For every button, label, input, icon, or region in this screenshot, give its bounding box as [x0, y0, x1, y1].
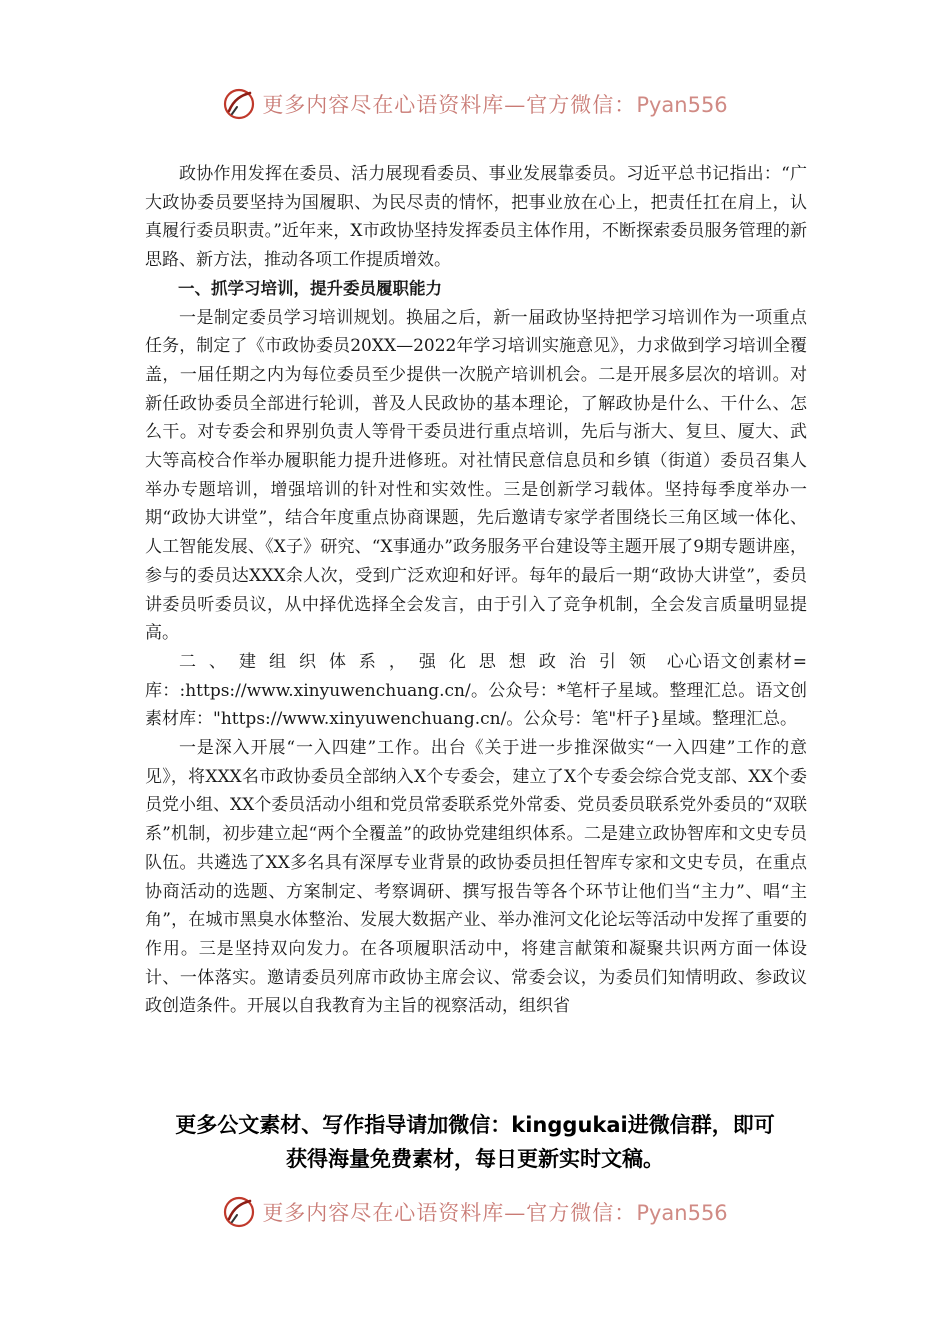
pen-swirl-logo-icon [222, 1195, 256, 1229]
pen-swirl-logo-icon [222, 87, 256, 121]
section1-paragraph: 一是制定委员学习培训规划。换届之后，新一届政协坚持把学习培训作为一项重点任务，制定了《市政协委员20XX—2022年学习培训实施意见》，力求做到学习培训全覆盖，一届任期之内为每位委员至少提供一次脱产培训机会。二是开展多层次的培训。对新任政协委员全部进行轮训，普及人民政协的基本理论，了解政协是什么、干什么、怎么干。对专委会和界别负责人等骨干委员进行重点培训，先后与浙大、复旦、厦大、武大等高校合作举办履职能力提升进修班。对社情民意信息员和乡镇（街道）委员召集人举办专题培训，增强培训的针对性和实效性。三是创新学习载体。坚持每季度举办一期“政协大讲堂”，结合年度重点协商课题，先后邀请专家学者围绕长三角区域一体化、人工智能发展、《X子》研究、“X事通办”政务服务平台建设等主题开展了9期专题讲座，参与的委员达XXX余人次，受到广泛欢迎和好评。每年的最后一期“政协大讲堂”，委员讲委员听委员议，从中择优选择全会发言，由于引入了竞争机制，全会发言质量明显提高。 [145, 307, 807, 644]
promo-notice [80, 1108, 870, 1176]
bottom-banner [0, 1192, 950, 1232]
promo-line-1: 更多公文素材、写作指导请加微信：kinggukai进微信群，即可 [175, 1113, 775, 1137]
section2-heading-line [145, 648, 807, 734]
document-body [145, 160, 807, 1021]
banner-text: 更多内容尽在心语资料库—官方微信：Pyan556 [262, 93, 728, 117]
banner-text: 更多内容尽在心语资料库—官方微信：Pyan556 [262, 1201, 728, 1225]
banner-brand-id: Pyan556 [636, 1201, 728, 1225]
intro-paragraph: 政协作用发挥在委员、活力展现看委员、事业发展靠委员。习近平总书记指出：“广大政协委员要坚持为国履职、为民尽责的情怀，把事业放在心上，把责任扛在肩上，认真履行委员职责。”近年来，X市政协坚持发挥委员主体作用，不断探索委员服务管理的新思路、新方法，推动各项工作提质增效。 [145, 164, 807, 271]
promo-line-2: 获得海量免费素材，每日更新实时文稿。 [286, 1147, 664, 1171]
section2-paragraph: 一是深入开展“一入四建”工作。出台《关于进一步推深做实“一入四建”工作的意见》，将XXX名市政协委员全部纳入X个专委会，建立了X个专委会综合党支部、XX个委员党小组、XX个委员活动小组和党员常委联系党外常委、党员委员联系党外委员的“双联系”机制，初步建立起“两个全覆盖”的政协党建组织体系。二是建立政协智库和文史专员队伍。共遴选了XX多名具有深厚专业背景的政协委员担任智库专家和文史专员，在重点协商活动的选题、方案制定、考察调研、撰写报告等各个环节让他们当“主力”、唱“主角”，在城市黑臭水体整治、发展大数据产业、举办淮河文化论坛等活动中发挥了重要的作用。三是坚持双向发力。在各项履职活动中，将建言献策和凝聚共识两方面一体设计、一体落实。邀请委员列席市政协主席会议、常委会议，为委员们知情明政、参政议政创造条件。开展以自我教育为主旨的视察活动，组织省 [145, 738, 807, 1017]
section2-heading: 二、建组织体系，强化思想政治引领 [179, 651, 659, 672]
banner-brand-id: Pyan556 [636, 93, 728, 117]
top-banner [0, 84, 950, 124]
watermark-text: 心心语文创素材=库：:https://www.xinyuwenchuang.cn/。公众号：*笔杆子星域。整理汇总。语文创素材库："https://www.xinyuwenchuang.cn/。公众号：笔"杆子}星域。整理汇总。 [145, 651, 807, 730]
section1-heading: 一、抓学习培训，提升委员履职能力 [178, 278, 442, 298]
